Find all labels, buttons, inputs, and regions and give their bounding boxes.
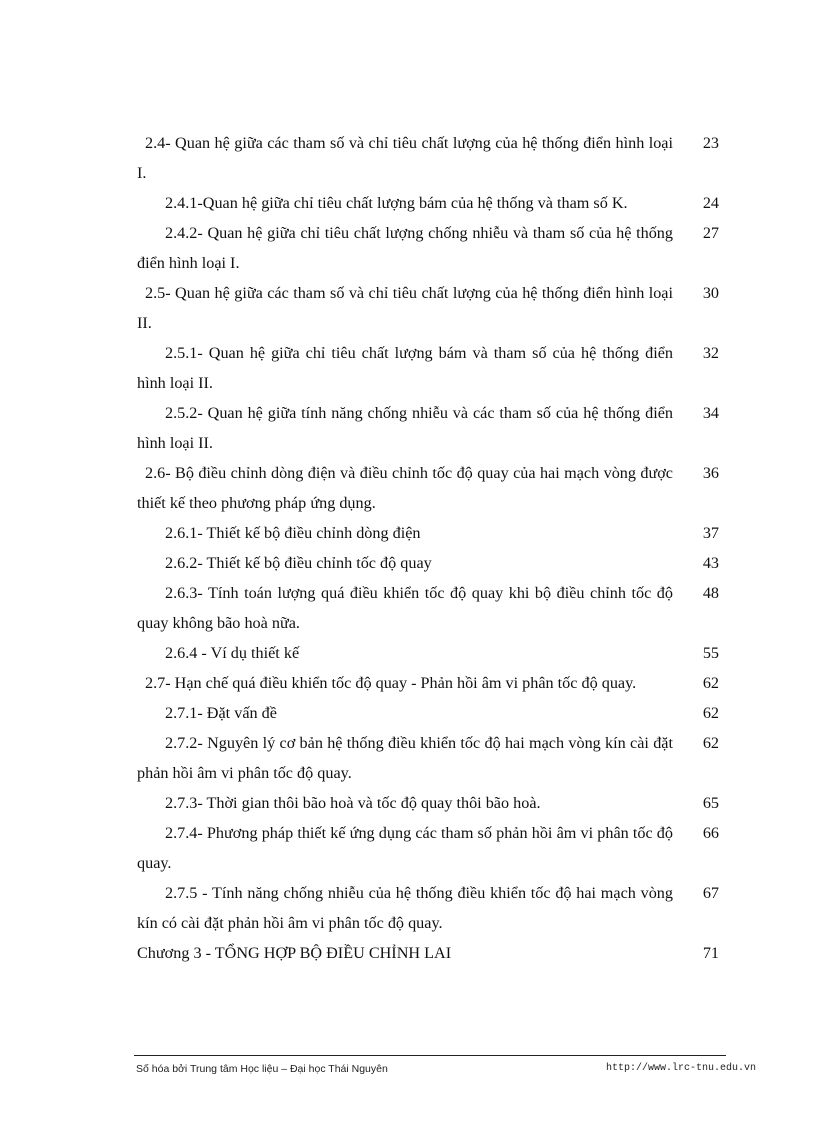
toc-entry[interactable] (137, 578, 727, 638)
toc-entry-title: 2.7.2- Nguyên lý cơ bản hệ thống điều khiển tốc độ hai mạch vòng kín cài đặt phản hồi âm vi phân tốc độ quay. (137, 734, 673, 782)
toc-entry-page: 55 (702, 644, 719, 662)
toc-entry[interactable] (137, 278, 727, 338)
toc-entry-title: 2.7- Hạn chế quá điều khiển tốc độ quay - Phản hồi âm vi phân tốc độ quay. (145, 674, 637, 692)
toc-entry-title: 2.7.4- Phương pháp thiết kế ứng dụng các tham số phản hồi âm vi phân tốc độ quay. (137, 824, 673, 872)
toc-entry-title: 2.6.3- Tính toán lượng quá điều khiển tốc độ quay khi bộ điều chỉnh tốc độ quay không bão hoà nữa. (137, 584, 673, 632)
toc-entry-page: 32 (702, 344, 719, 362)
toc-entry-title: 2.6- Bộ điều chỉnh dòng điện và điều chỉnh tốc độ quay của hai mạch vòng được thiết kế theo phương pháp ứng dụng. (137, 464, 673, 512)
toc-entry-title: 2.6.4 - Ví dụ thiết kế (165, 644, 300, 662)
table-of-contents (137, 128, 727, 968)
toc-entry-title: 2.5.1- Quan hệ giữa chỉ tiêu chất lượng bám và tham số của hệ thống điển hình loại II. (137, 344, 673, 392)
footer-source-credit: Số hóa bởi Trung tâm Học liệu – Đại học Thái Nguyên (136, 1063, 388, 1075)
toc-entry[interactable] (137, 218, 727, 278)
toc-entry-title: 2.5.2- Quan hệ giữa tính năng chống nhiễu và các tham số của hệ thống điển hình loại II. (137, 404, 673, 452)
toc-entry-page: 62 (702, 734, 719, 752)
footer-divider (134, 1055, 726, 1056)
toc-entry-title: 2.6.1- Thiết kế bộ điều chỉnh dòng điện (165, 524, 421, 542)
toc-entry-page: 36 (702, 464, 719, 482)
toc-entry-title: 2.7.1- Đặt vấn đề (165, 704, 277, 722)
toc-entry-page: 23 (702, 134, 719, 152)
toc-entry-page: 37 (702, 524, 719, 542)
toc-entry[interactable] (137, 338, 727, 398)
toc-entry[interactable] (137, 788, 727, 818)
toc-entry-title: Chương 3 - TỔNG HỢP BỘ ĐIỀU CHỈNH LAI (137, 944, 452, 962)
toc-entry[interactable] (137, 188, 727, 218)
toc-entry-page: 43 (702, 554, 719, 572)
footer-url[interactable]: http://www.lrc-tnu.edu.vn (605, 1063, 756, 1074)
toc-entry-page: 66 (702, 824, 719, 842)
toc-entry-title: 2.7.3- Thời gian thôi bão hoà và tốc độ quay thôi bão hoà. (165, 794, 541, 812)
toc-entry-title: 2.7.5 - Tính năng chống nhiễu của hệ thống điều khiển tốc độ hai mạch vòng kín có cài đặt phản hồi âm vi phân tốc độ quay. (137, 884, 673, 932)
toc-entry-page: 24 (702, 194, 719, 212)
toc-entry-page: 67 (702, 884, 719, 902)
toc-entry[interactable] (137, 128, 727, 188)
toc-entry-page: 27 (702, 224, 719, 242)
toc-entry[interactable] (137, 818, 727, 878)
toc-entry[interactable] (137, 458, 727, 518)
toc-entry[interactable] (137, 548, 727, 578)
toc-entry[interactable] (137, 878, 727, 938)
toc-entry[interactable] (137, 518, 727, 548)
toc-entry[interactable] (137, 728, 727, 788)
toc-entry-page: 30 (702, 284, 719, 302)
toc-entry[interactable] (137, 698, 727, 728)
toc-entry-title: 2.5- Quan hệ giữa các tham số và chỉ tiêu chất lượng của hệ thống điển hình loại II. (137, 284, 673, 332)
toc-entry-page: 65 (702, 794, 719, 812)
toc-entry-title: 2.4.2- Quan hệ giữa chỉ tiêu chất lượng chống nhiễu và tham số của hệ thống điển hình loại I. (137, 224, 673, 272)
toc-entry-title: 2.4.1-Quan hệ giữa chỉ tiêu chất lượng bám của hệ thống và tham số K. (165, 194, 628, 212)
toc-entry-title: 2.6.2- Thiết kế bộ điều chỉnh tốc độ quay (165, 554, 432, 572)
toc-entry-page: 71 (702, 944, 719, 962)
toc-entry[interactable] (137, 638, 727, 668)
toc-entry[interactable] (137, 668, 727, 698)
toc-entry-title: 2.4- Quan hệ giữa các tham số và chỉ tiêu chất lượng của hệ thống điển hình loại I. (137, 134, 673, 182)
toc-entry-page: 62 (702, 674, 719, 692)
toc-entry-page: 34 (702, 404, 719, 422)
toc-entry-page: 48 (702, 584, 719, 602)
toc-entry[interactable] (137, 398, 727, 458)
toc-entry-page: 62 (702, 704, 719, 722)
toc-entry[interactable] (137, 938, 727, 968)
